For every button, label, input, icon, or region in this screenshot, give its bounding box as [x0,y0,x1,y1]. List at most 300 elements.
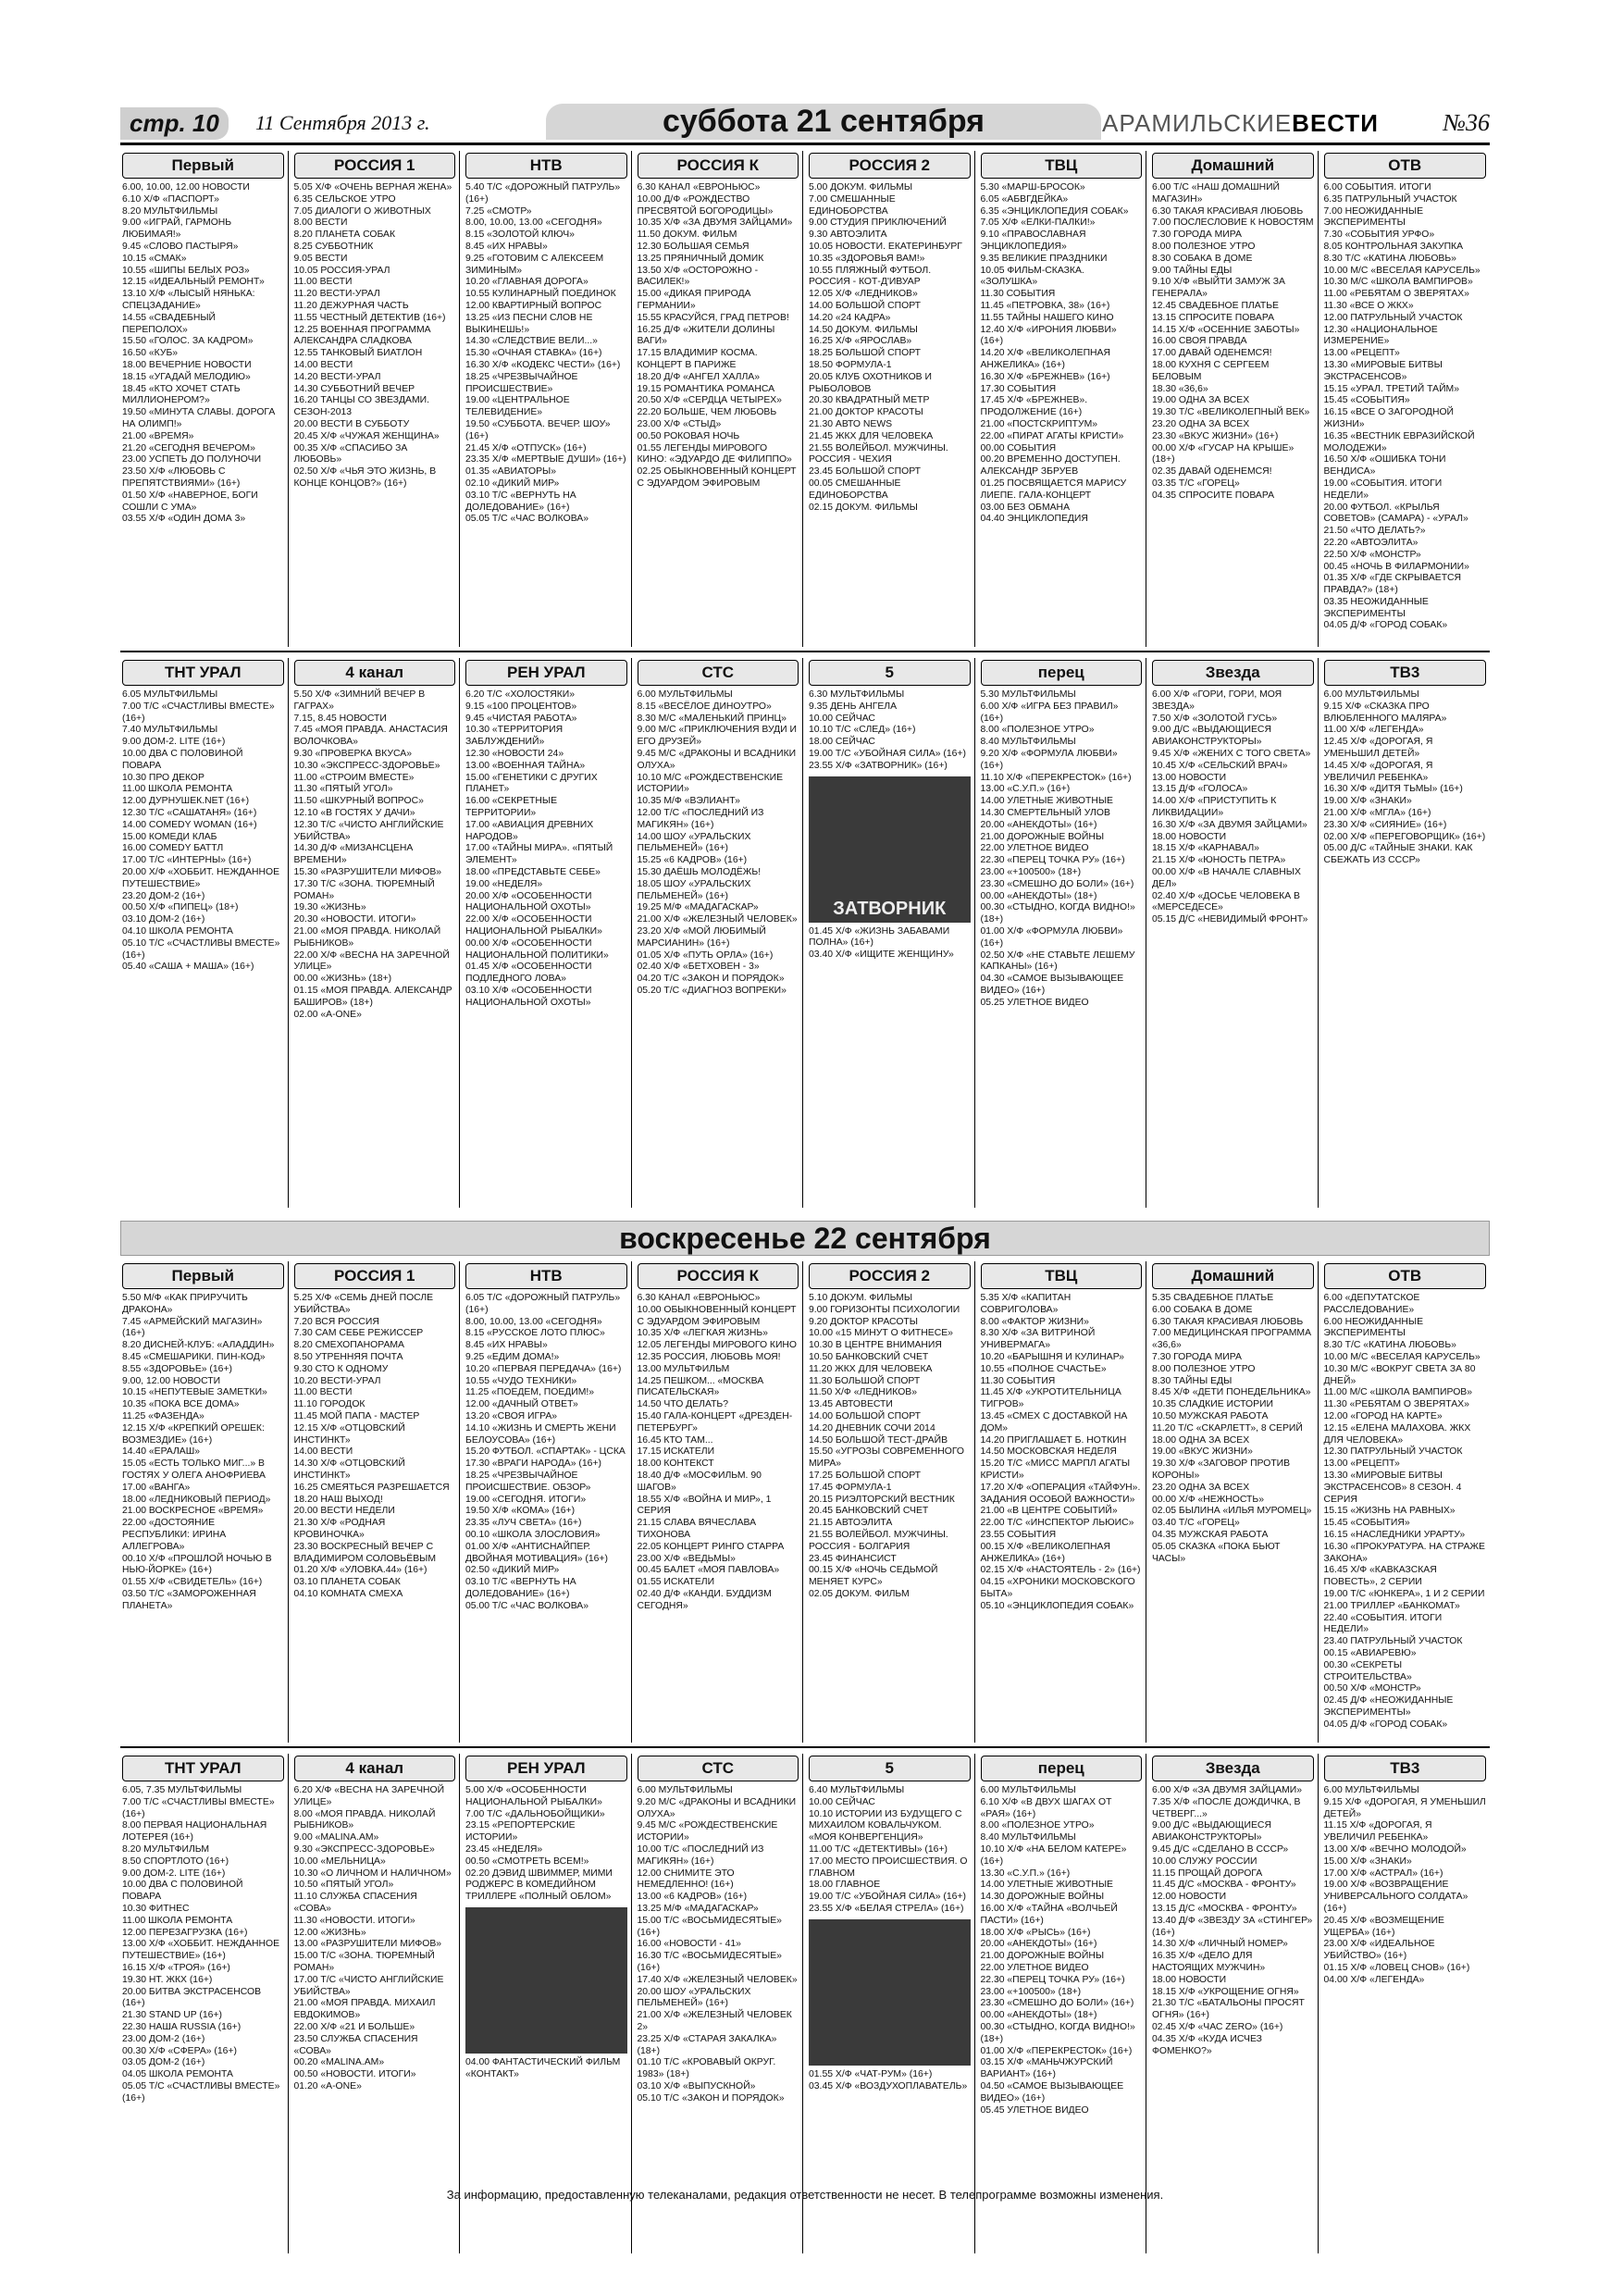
program-item: 9.10 Х/Ф «ВЫЙТИ ЗАМУЖ ЗА ГЕНЕРАЛА» [1152,277,1285,300]
program-item: 7.50 Х/Ф «ЗОЛОТОЙ ГУСЬ» [1152,713,1278,724]
program-item: 16.50 «КУБ» [122,348,179,359]
channel-column [807,1261,975,1743]
program-item: 10.55 ПЛЯЖНЫЙ ФУТБОЛ. РОССИЯ - КОТ-Д'ИВУАР [809,265,932,288]
program-item: 10.30 «ТЕРРИТОРИЯ ЗАБЛУЖДЕНИЙ» [465,725,564,748]
program-item: 02.45 Х/Ф «ЧАС ZERO» (16+) [1152,2021,1283,2032]
program-item: 16.20 ТАНЦЫ СО ЗВЕЗДАМИ. СЕЗОН-2013 [293,395,430,418]
program-item: 16.25 СМЕЯТЬСЯ РАЗРЕШАЕТСЯ [293,1482,450,1493]
program-item: 12.55 ТАНКОВЫЙ БИАТЛОН [293,348,423,359]
program-item: 11.00 «СТРОИМ ВМЕСТЕ» [293,772,415,783]
program-item: 10.35 «ПОКА ВСЕ ДОМА» [122,1399,240,1410]
program-item: 5.00 Х/Ф «ОСОБЕННОСТИ НАЦИОНАЛЬНОЙ РЫБАЛКИ» [465,1785,602,1807]
program-item: 10.00 М/С «ВЕСЕЛАЯ КАРУСЕЛЬ» [1323,1351,1481,1362]
program-item: 02.40 Х/Ф «ДОСЬЕ ЧЕЛОВЕКА В «МЕРСЕДЕСЕ» [1152,890,1300,913]
channel-column [636,1754,804,2253]
program-item: 16.25 Д/Ф «ЖИТЕЛИ ДОЛИНЫ ВАГИ» [637,324,775,347]
program-item: 9.45 «СЛОВО ПАСТЫРЯ» [122,241,239,252]
program-item: 12.00 ПЕРЕЗАГРУЗКА (16+) [122,1927,248,1938]
program-item: 04.00 Х/Ф «ЛЕГЕНДА» [1323,1974,1425,1985]
program-item: 05.40 «САША + МАША» (16+) [122,962,254,973]
program-item: 10.00 Т/С «ПОСЛЕДНИЙ ИЗ МАГИКЯН» (16+) [637,1843,764,1867]
program-item: 22.00 Х/Ф «21 И БОЛЬШЕ» [293,2021,415,2032]
program-item: 19.00 «ВКУС ЖИЗНИ» [1152,1446,1253,1458]
program-item: 21.45 ЖКХ ДЛЯ ЧЕЛОВЕКА [809,430,934,441]
channel-column [636,1261,804,1743]
program-item: 13.15 Д/С «МОСКВА - ФРОНТУ» [1152,1903,1297,1914]
program-item: 22.30 «ПЕРЕЦ ТОЧКА РУ» (16+) [980,855,1125,866]
program-item: 05.10 «ЭНЦИКЛОПЕДИЯ СОБАК» [980,1600,1134,1611]
program-item: 10.00 «МЕЛЬНИЦА» [293,1855,386,1867]
program-item: 14.00 Х/Ф «ПРИСТУПИТЬ К ЛИКВИДАЦИИ» [1152,796,1277,818]
program-list [1324,182,1487,632]
program-item: 9.15 «100 ПРОЦЕНТОВ» [465,701,577,712]
program-item: 03.10 Т/С «ВЕРНУТЬ НА ДОЛЕДОВАНИЕ» (16+) [465,490,576,513]
program-item: 01.35 «АВИАТОРЫ» [465,466,556,478]
channel-column [1150,151,1319,647]
program-item: 11.00 Т/С «ДЕТЕКТИВЫ» (16+) [809,1843,948,1855]
program-item: 01.55 ИСКАТЕЛИ [637,1577,715,1588]
program-item: 23.00 «+100500» (18+) [980,1986,1082,1997]
program-item: 6.00 Х/Ф «ИГРА БЕЗ ПРАВИЛ» (16+) [980,701,1119,724]
program-item: 13.30 «С.У.П.» (16+) [980,1868,1071,1879]
program-item: 23.40 ПАТРУЛЬНЫЙ УЧАСТОК [1323,1636,1463,1647]
program-list [294,182,456,490]
program-item: 00.05 СМЕШАННЫЕ ЕДИНОБОРСТВА [809,478,901,501]
program-item: 9.15 Х/Ф «ДОРОГАЯ, Я УМЕНЬШИЛ ДЕТЕЙ» [1323,1796,1486,1819]
program-item: 8.00 «ПОЛЕЗНОЕ УТРО» [980,725,1095,736]
program-item: 14.10 «ЖИЗНЬ И СМЕРТЬ ЖЕНИ БЕЛОУСОВА» (16+) [465,1422,616,1446]
program-item: 23.00 «+100500» (18+) [980,866,1082,877]
program-item: 7.00 МЕДИЦИНСКАЯ ПРОГРАММА «36,6» [1152,1328,1312,1351]
program-item: 19.30 «ЖИЗНЬ» [293,902,366,913]
program-item: 8.45 «ИХ НРАВЫ» [465,1340,548,1351]
program-item: 23.45 «НЕДЕЛЯ» [465,1843,543,1855]
program-item: 18.40 Д/Ф «МОСФИЛЬМ. 90 ШАГОВ» [637,1470,762,1493]
program-list [1152,689,1314,926]
program-item: 6.00, 10.00, 12.00 НОВОСТИ [122,182,250,192]
program-item: 5.25 Х/Ф «СЕМЬ ДНЕЙ ПОСЛЕ УБИЙСТВА» [293,1293,434,1315]
program-item: 22.00 Т/С «ИНСПЕКТОР ЛЬЮИС» [980,1518,1134,1529]
program-item: 7.35 Х/Ф «ПОСЛЕ ДОЖДИЧКА, В ЧЕТВЕРГ...» [1152,1796,1301,1819]
movie-still-image [465,1907,627,2054]
program-item: 8.20 ДИСНЕЙ-КЛУБ: «АЛАДДИН» [122,1340,275,1351]
program-item: 01.10 Т/С «КРОВАВЫЙ ОКРУГ. 1983» (18+) [637,2057,776,2080]
program-list [1324,689,1487,867]
program-item: 21.00 ДОКТОР КРАСОТЫ [809,407,923,418]
channel-logo: НТВ [465,1263,627,1289]
program-item: 15.00 Х/Ф «ЗНАКИ» [1323,1855,1412,1867]
program-item: 11.10 Х/Ф «ПЕРЕКРЕСТОК» (16+) [980,772,1132,783]
channel-logo: Первый [122,153,284,179]
channel-logo: 5 [809,1756,971,1781]
program-item: 12.00 «ГОРОД НА КАРТЕ» [1323,1410,1443,1421]
program-item: 01.45 Х/Ф «ЖИЗНЬ ЗАБАВАМИ ПОЛНА» (16+) [809,925,950,949]
program-item: 6.05, 7.35 МУЛЬТФИЛЬМЫ [122,1785,242,1795]
program-item: 23.35 «ЛУЧ СВЕТА» (16+) [465,1518,582,1529]
program-item: 7.00 Т/С «ДАЛЬНОБОЙЩИКИ» [465,1808,605,1819]
program-item: 17.00 ДАВАЙ ОДЕНЕМСЯ! [1152,348,1272,359]
program-item: 8.00 ПОЛЕЗНОЕ УТРО [1152,1363,1256,1374]
program-item: 16.35 «ВЕСТНИК ЕВРАЗИЙСКОЙ МОЛОДЕЖИ» [1323,430,1475,453]
program-item: 05.15 Д/С «НЕВИДИМЫЙ ФРОНТ» [1152,914,1308,925]
program-item: 17.00 «АВИАЦИЯ ДРЕВНИХ НАРОДОВ» [465,819,594,842]
program-item: 21.15 АВТОЭЛИТА [809,1518,893,1529]
program-item: 04.05 Д/Ф «ГОРОД СОБАК» [1323,1719,1448,1730]
program-item: 03.10 ДОМ-2 (16+) [122,914,205,925]
program-item: 8.45 «СМЕШАРИКИ. ПИН-КОД» [122,1351,266,1362]
program-item: 00.35 Х/Ф «СПАСИБО ЗА ЛЮБОВЬ» [293,442,408,465]
program-item: 19.00 «СОБЫТИЯ. ИТОГИ НЕДЕЛИ» [1323,478,1443,501]
program-item: 23.20 ДОМ-2 (16+) [122,890,205,901]
program-item: 23.45 ФИНАНСИСТ [809,1553,897,1564]
sunday-title: воскресенье 22 сентября [120,1221,1490,1256]
program-item: 17.15 ВЛАДИМИР КОСМА. КОНЦЕРТ В ПАРИЖЕ [637,348,758,370]
program-item: 7.05 ДИАЛОГИ О ЖИВОТНЫХ [293,205,431,217]
program-item: 01.05 Х/Ф «ПУТЬ ОРЛА» (16+) [637,949,774,961]
program-item: 6.30 КАНАЛ «ЕВРОНЬЮС» [637,182,761,192]
channel-column [979,151,1147,647]
program-item: 8.20 МУЛЬТФИЛЬМЫ [122,205,218,217]
program-item: 8.20 СМЕХОПАНОРАМА [293,1340,404,1351]
program-item: 20.00 «АНЕКДОТЫ» (16+) [980,1939,1097,1950]
program-item: 9.00 ДОМ-2. LITE (16+) [122,737,226,748]
program-item: 00.50 Х/Ф «МОНСТР» [1323,1683,1421,1694]
program-item: 00.00 Х/Ф «ГУСАР НА КРЫШЕ» (18+) [1152,442,1295,465]
program-item: 23.00 Х/Ф «СТЫД» [637,418,722,429]
program-item: 16.30 Х/Ф «БРЕЖНЕВ» (16+) [980,371,1110,382]
program-item: 03.15 Х/Ф «МАНЬЧЖУРСКИЙ ВАРИАНТ» (16+) [980,2057,1113,2080]
program-item: 12.40 Х/Ф «ИРОНИЯ ЛЮБВИ» (16+) [980,324,1117,347]
program-item: 00.50 «СМОТРЕТЬ ВСЕМ!» [465,1855,589,1867]
program-item: 12.30 «НОВОСТИ 24» [465,748,564,759]
program-item: 6.10 Х/Ф «В ДВУХ ШАГАХ ОТ «РАЯ» (16+) [980,1796,1112,1819]
program-item: 03.00 БЕЗ ОБМАНА [980,502,1070,513]
program-item: 14.50 ЧТО ДЕЛАТЬ? [637,1399,729,1410]
program-item: 13.00 НОВОСТИ [1152,772,1227,783]
program-item: 19.00 Т/С «ЮНКЕРА», 1 И 2 СЕРИИ [1323,1588,1485,1599]
program-item: 16.15 «ВСЕ О ЗАГОРОДНОЙ ЖИЗНИ» [1323,407,1455,429]
program-item: 19.30 Х/Ф «ЗАГОВОР ПРОТИВ КОРОНЫ» [1152,1458,1291,1481]
program-item: 13.00 «С.У.П.» (16+) [980,784,1071,795]
program-item: 12.00 ДУРНУШЕК.NET (16+) [122,796,250,807]
program-item: 02.20 ДЭВИД ШВИММЕР, МИМИ РОДЖЕРС В КОМЕДИЙНОМ ТРИЛЛЕРЕ «ПОЛНЫЙ ОБЛОМ» [465,1868,613,1903]
program-item: 10.05 НОВОСТИ. ЕКАТЕРИНБУРГ [809,241,962,252]
program-item: 7.00 ПОСЛЕСЛОВИЕ К НОВОСТЯМ [1152,217,1314,229]
program-item: 10.35 Х/Ф «ЗА ДВУМЯ ЗАЙЦАМИ» [637,217,793,229]
program-list [981,182,1143,526]
program-item: 11.00 ШКОЛА РЕМОНТА [122,784,233,795]
program-item: 10.05 РОССИЯ-УРАЛ [293,265,390,276]
program-item: 10.20 «ПЕРВАЯ ПЕРЕДАЧА» (16+) [465,1363,622,1374]
program-item: 12.05 ЛЕГЕНДЫ МИРОВОГО КИНО [637,1340,798,1351]
issue-date: 11 Сентября 2013 г. [255,111,430,134]
program-item: 17.30 «ВРАГИ НАРОДА» (16+) [465,1458,601,1470]
program-item: 9.00 ГОРИЗОНТЫ ПСИХОЛОГИИ [809,1304,960,1315]
channel-logo: 4 канал [294,1756,456,1781]
program-item: 6.20 Х/Ф «ВЕСНА НА ЗАРЕЧНОЙ УЛИЦЕ» [293,1785,445,1807]
program-item: 15.20 ФУТБОЛ. «СПАРТАК» - ЦСКА [465,1446,626,1458]
program-item: 22.20 «АВТОЭЛИТА» [1323,537,1419,548]
program-item: 5.05 Х/Ф «ОЧЕНЬ ВЕРНАЯ ЖЕНА» [293,182,452,192]
program-item: 05.10 Т/С «ЗАКОН И ПОРЯДОК» [637,2092,785,2104]
program-item: 23.30 «СМЕШНО ДО БОЛИ» (16+) [980,878,1134,889]
program-item: 05.05 СКАЗКА «ПОКА БЬЮТ ЧАСЫ» [1152,1541,1281,1564]
program-item: 23.00 ДОМ-2 (16+) [122,2033,205,2044]
program-item: 02.05 ДОКУМ. ФИЛЬМ [809,1588,910,1599]
program-item: 18.00 КОНТЕКСТ [637,1458,714,1470]
program-item: 18.00 НОВОСТИ [1152,831,1227,842]
program-item: 10.00 СЕЙЧАС [809,1796,875,1807]
program-list [638,1293,799,1613]
program-list [981,689,1143,1010]
program-item: 17.30 СОБЫТИЯ [980,383,1057,394]
program-item: 18.00 «ПРЕДСТАВЬТЕ СЕБЕ» [465,866,601,877]
channel-logo: Звезда [1152,1756,1314,1781]
program-item: 10.30 «О ЛИЧНОМ И НАЛИЧНОМ» [293,1868,452,1879]
program-item: 9.00 ТАЙНЫ ЕДЫ [1152,265,1233,276]
program-item: 21.00 «ПОСТСКРИПТУМ» [980,418,1098,429]
program-list [122,182,284,526]
channel-column [292,1261,461,1743]
program-item: 11.30 БОЛЬШОЙ СПОРТ [809,1375,921,1386]
program-item: 6.35 «ЭНЦИКЛОПЕДИЯ СОБАК» [980,205,1129,217]
program-item: 10.10 ИСТОРИИ ИЗ БУДУЩЕГО С МИХАИЛОМ КОВАЛЬЧУКОМ. «МОЯ КОНВЕРГЕНЦИЯ» [809,1808,962,1843]
program-item: 13.10 Х/Ф «ЛЫСЫЙ НЯНЬКА: СПЕЦЗАДАНИЕ» [122,289,255,311]
program-item: 15.00 КОМЕДИ КЛАБ [122,831,217,842]
program-item: 14.00 БОЛЬШОЙ СПОРТ [809,1410,922,1421]
program-item: 9.30 АВТОЭЛИТА [809,230,887,241]
program-item: 11.55 ЧЕСТНЫЙ ДЕТЕКТИВ (16+) [293,312,446,323]
program-item: 17.25 БОЛЬШОЙ СПОРТ [809,1470,922,1481]
program-item: 10.50 МУЖСКАЯ РАБОТА [1152,1410,1269,1421]
channel-logo: Домашний [1152,1263,1314,1289]
program-item: 9.05 ВЕСТИ [293,253,348,264]
program-item: 13.00 «РЕЦЕПТ» [1323,1458,1400,1470]
program-item: 7.00 СМЕШАННЫЕ ЕДИНОБОРСТВА [809,193,896,217]
program-item: 18.20 НАШ ВЫХОД! [293,1494,383,1505]
program-item: 01.15 «МОЯ ПРАВДА. АЛЕКСАНДР БАШИРОВ» (18+) [293,985,452,1008]
program-item: 05.45 УЛЕТНОЕ ВИДЕО [980,2104,1089,2116]
program-item: 12.30 Т/С «САШАТАНЯ» (16+) [122,807,257,818]
program-item: 8.30 М/С «МАЛЕНЬКИЙ ПРИНЦ» [637,713,787,724]
program-item: 21.15 СЛАВА ВЯЧЕСЛАВА ТИХОНОВА [637,1518,757,1540]
program-item: 03.10 ПЛАНЕТА СОБАК [293,1577,401,1588]
program-item: 00.10 Х/Ф «ПРОШЛОЙ НОЧЬЮ В НЬЮ-ЙОРКЕ» (16+) [122,1553,272,1576]
program-item: 19.50 Х/Ф «КОМА» (16+) [465,1506,576,1517]
program-item: 02.05 БЫЛИНА «ИЛЬЯ МУРОМЕЦ» [1152,1506,1312,1517]
program-item: 16.00 Х/Ф «ТАЙНА «ВОЛЧЬЕЙ ПАСТИ» (16+) [980,1903,1118,1926]
program-item: 15.45 «СОБЫТИЯ» [1323,395,1410,406]
program-item: 6.30 МУЛЬТФИЛЬМЫ [809,689,905,700]
program-item: 23.55 Х/Ф «БЕЛАЯ СТРЕЛА» (16+) [809,1903,964,1914]
program-item: 6.05 Т/С «ДОРОЖНЫЙ ПАТРУЛЬ» (16+) [465,1293,621,1315]
program-item: 13.00 «РАЗРУШИТЕЛИ МИФОВ» [293,1939,442,1950]
program-item: 13.25 М/Ф «МАДАГАСКАР» [637,1903,759,1914]
program-item: 11.30 «РЕБЯТАМ О ЗВЕРЯТАХ» [1323,1399,1469,1410]
program-item: 01.00 Х/Ф «ПЕРЕКРЕСТОК» (16+) [980,2045,1133,2056]
channel-logo: 4 канал [294,660,456,686]
program-item: 00.50 РОКОВАЯ НОЧЬ [637,430,740,441]
channel-column [979,1754,1147,2253]
program-item: 11.20 ДЕЖУРНАЯ ЧАСТЬ [293,300,409,311]
program-item: 02.15 Х/Ф «НАСТОЯТЕЛЬ - 2» (16+) [980,1565,1141,1576]
program-item: 18.00 Х/Ф «РЫСЬ» (16+) [980,1927,1091,1938]
program-item: 13.00 Х/Ф «ХОББИТ. НЕЖДАННОЕ ПУТЕШЕСТВИЕ» (16+) [122,1939,280,1962]
program-item: 18.05 ШОУ «УРАЛЬСКИХ ПЕЛЬМЕНЕЙ» (16+) [637,878,751,901]
program-item: 21.55 ВОЛЕЙБОЛ. МУЖЧИНЫ. РОССИЯ - БОЛГАРИЯ [809,1529,948,1552]
program-item: 18.15 Х/Ф «КАРНАВАЛ» [1152,843,1259,854]
program-item: 00.30 «СЕКРЕТЫ СТРОИТЕЛЬСТВА» [1323,1659,1412,1682]
program-item: 8.15 «ВЕСЁЛОЕ ДИНОУТРО» [637,701,772,712]
program-item: 5.40 Т/С «ДОРОЖНЫЙ ПАТРУЛЬ» (16+) [465,182,621,205]
program-item: 21.55 ВОЛЕЙБОЛ. МУЖЧИНЫ. РОССИЯ - ЧЕХИЯ [809,442,948,465]
program-item: 19.00 Х/Ф «ВОЗВРАЩЕНИЕ УНИВЕРСАЛЬНОГО СОЛДАТА» (16+) [1323,1880,1468,1914]
program-list [294,1293,456,1601]
program-item: 11.15 ПРОЩАЙ ДОРОГА [1152,1868,1263,1879]
program-item: 19.25 М/Ф «МАДАГАСКАР» [637,902,759,913]
program-item: 04.35 Х/Ф «КУДА ИСЧЕЗ ФОМЕНКО?» [1152,2033,1262,2056]
program-list [122,1293,284,1613]
program-item: 19.15 РОМАНТИКА РОМАНСА [637,383,775,394]
program-item: 9.45 «ЧИСТАЯ РАБОТА» [465,713,577,724]
program-item: 15.40 ГАЛА-КОНЦЕРТ «ДРЕЗДЕН-ПЕТЕРБУРГ» [637,1410,793,1433]
program-item: 20.00 Х/Ф «ОСОБЕННОСТИ НАЦИОНАЛЬНОЙ ОХОТЫ» [465,890,592,913]
program-item: 18.25 «ЧРЕЗВЫЧАЙНОЕ ПРОИСШЕСТВИЕ» [465,371,578,394]
program-item: 6.00 МУЛЬТФИЛЬМЫ [637,1785,733,1795]
program-item: 10.00 М/С «ВЕСЕЛАЯ КАРУСЕЛЬ» [1323,265,1481,276]
program-item: 15.15 «ЖИЗНЬ НА РАВНЫХ» [1323,1506,1456,1517]
program-item: 21.30 АВТО NEWS [809,418,893,429]
program-item: 20.05 КЛУБ ОХОТНИКОВ И РЫБОЛОВОВ [809,371,932,394]
program-item: 15.50 «УГРОЗЫ СОВРЕМЕННОГО МИРА» [809,1446,964,1470]
program-item: 5.10 ДОКУМ. ФИЛЬМЫ [809,1293,913,1303]
program-item: 20.45 Х/Ф «ВОЗМЕЩЕНИЕ УЩЕРБА» (16+) [1323,1915,1444,1938]
channel-logo: РЕН УРАЛ [465,660,627,686]
program-item: 21.00 «МОЯ ПРАВДА. НИКОЛАЙ РЫБНИКОВ» [293,925,441,949]
program-item: 15.30 «ОЧНАЯ СТАВКА» (16+) [465,348,602,359]
program-item: 13.20 «СВОЯ ИГРА» [465,1410,558,1421]
program-item: 17.00 МЕСТО ПРОИСШЕСТВИЯ. О ГЛАВНОМ [809,1855,968,1879]
program-item: 6.30 КАНАЛ «ЕВРОНЬЮС» [637,1293,761,1303]
program-item: 17.20 Х/Ф «ОПЕРАЦИЯ «ТАЙФУН». ЗАДАНИЯ ОСОБОЙ ВАЖНОСТИ» [980,1482,1141,1505]
program-item: 04.50 «САМОЕ ВЫЗЫВАЮЩЕЕ ВИДЕО» (16+) [980,2080,1124,2104]
program-item: 14.30 Д/Ф «МИЗАНСЦЕНА ВРЕМЕНИ» [293,843,414,866]
program-item: 03.05 ДОМ-2 (16+) [122,2057,205,2068]
program-item: 05.25 УЛЕТНОЕ ВИДЕО [980,997,1089,1008]
channel-column [120,1754,289,2253]
program-item: 04.15 «ХРОНИКИ МОСКОВСКОГО БЫТА» [980,1577,1135,1599]
program-item: 00.20 «MALINA.AM» [293,2057,385,2068]
program-item: 13.00 МУЛЬТФИЛЬМ [637,1363,730,1374]
program-item: 9.30 «ПРОВЕРКА ВКУСА» [293,748,412,759]
channel-logo: Первый [122,1263,284,1289]
program-item: 18.20 Д/Ф «АНГЕЛ ХАЛЛА» [637,371,761,382]
program-item: 11.10 ГОРОДОК [293,1399,365,1410]
program-item: 14.55 «СВАДЕБНЫЙ ПЕРЕПОЛОХ» [122,312,216,335]
program-item: 10.00 СЕЙЧАС [809,713,875,724]
program-item: 17.40 Х/Ф «ЖЕЛЕЗНЫЙ ЧЕЛОВЕК» [637,1974,798,1985]
channel-logo: СТС [638,1756,799,1781]
divider [120,651,1490,652]
program-item: 10.00 «15 МИНУТ О ФИТНЕСЕ» [809,1328,953,1339]
program-item: 04.20 Т/С «ЗАКОН И ПОРЯДОК» [637,974,785,985]
program-item: 6.00 «ДЕПУТАТСКОЕ РАССЛЕДОВАНИЕ» [1323,1293,1420,1315]
program-item: 12.00 СНИМИТЕ ЭТО НЕМЕДЛЕННО! (16+) [637,1868,735,1891]
program-item: 18.15 «УГАДАЙ МЕЛОДИЮ» [122,371,251,382]
program-item: 19.50 «МИНУТА СЛАВЫ. ДОРОГА НА ОЛИМП!» [122,407,276,429]
program-list [638,1785,799,2105]
program-item: 11.45 Х/Ф «УКРОТИТЕЛЬНИЦА ТИГРОВ» [980,1387,1121,1410]
program-item: 12.05 Х/Ф «ЛЕДНИКОВ» [809,289,918,300]
footer-note: За информацию, предоставленную телеканалами, редакция ответственности не несет. В телепрограмме возможны изменения. [446,2188,1164,2202]
channel-column [1322,1754,1491,2253]
program-item: 10.20 ВЕСТИ-УРАЛ [293,1375,381,1386]
program-item: 10.00 ДВА С ПОЛОВИНОЙ ПОВАРА [122,1880,243,1903]
program-item: 14.50 МОСКОВСКАЯ НЕДЕЛЯ [980,1446,1117,1458]
program-list [1152,1785,1314,2057]
program-item: 02.50 Х/Ф «ЧЬЯ ЭТО ЖИЗНЬ, В КОНЦЕ КОНЦОВ?» (16+) [293,466,437,489]
program-item: 23.50 Х/Ф «ЛЮБОВЬ С ПРЕПЯТСТВИЯМИ» (16+) [122,466,241,489]
program-item: 21.45 Х/Ф «ОТПУСК» (16+) [465,442,587,453]
program-item: 9.00 «MALINA.AM» [293,1832,379,1843]
program-item: 14.50 ДОКУМ. ФИЛЬМЫ [809,324,918,335]
program-item: 7.30 ГОРОДА МИРА [1152,230,1242,241]
program-item: 17.15 ИСКАТЕЛИ [637,1446,715,1458]
sunday-top-grid [120,1261,1490,1743]
program-item: 21.00 «МОЯ ПРАВДА. МИХАИЛ ЕВДОКИМОВ» [293,1998,436,2021]
program-item: 23.20 ОДНА ЗА ВСЕХ [1152,1482,1250,1493]
channel-logo: РОССИЯ 1 [294,153,456,179]
program-item: 18.00 «ЛЕДНИКОВЫЙ ПЕРИОД» [122,1494,271,1505]
program-item: 8.05 КОНТРОЛЬНАЯ ЗАКУПКА [1323,241,1464,252]
program-item: 10.10 М/С «РОЖДЕСТВЕНСКИЕ ИСТОРИИ» [637,772,784,795]
program-item: 8.00, 10.00, 13.00 «СЕГОДНЯ» [465,217,602,229]
program-item: 03.10 Т/С «ВЕРНУТЬ НА ДОЛЕДОВАНИЕ» (16+) [465,1577,576,1599]
program-item: 20.45 БАНКОВСКИЙ СЧЕТ [809,1506,929,1517]
program-item: 02.50 «ДИКИЙ МИР» [465,1565,560,1576]
program-item: 15.00 «ГЕНЕТИКИ С ДРУГИХ ПЛАНЕТ» [465,772,598,795]
program-item: 14.40 «ЕРАЛАШ» [122,1446,201,1458]
program-item: 9.00 Д/С «ВЫДАЮЩИЕСЯ АВИАКОНСТРУКТОРЫ» [1152,1820,1271,1843]
page [120,104,1490,2253]
program-item: 19.00 «ЦЕНТРАЛЬНОЕ ТЕЛЕВИДЕНИЕ» [465,395,570,418]
page-header [120,104,1490,145]
program-item: 8.30 СОБАКА В ДОМЕ [1152,253,1253,264]
program-list [981,1293,1143,1613]
program-list [809,182,971,514]
program-item: 6.30 ТАКАЯ КРАСИВАЯ ЛЮБОВЬ [1152,1316,1304,1327]
program-item: 03.55 Х/Ф «ОДИН ДОМА 3» [122,514,246,525]
channel-logo: ТВЦ [981,1263,1143,1289]
program-item: 13.40 Д/Ф «ЗВЕЗДУ ЗА «СТИНГЕР» (16+) [1152,1915,1313,1938]
sunday-bottom-grid [120,1754,1490,2253]
program-item: 19.30 НТ. ЖКХ (16+) [122,1974,213,1985]
program-item: 12.00 ПАТРУЛЬНЫЙ УЧАСТОК [1323,312,1463,323]
channel-column [292,1754,461,2253]
program-item: 6.00 МУЛЬТФИЛЬМЫ [1323,689,1419,700]
program-item: 13.15 СПРОСИТЕ ПОВАРА [1152,312,1275,323]
program-item: 21.00 Х/Ф «ЖЕЛЕЗНЫЙ ЧЕЛОВЕК» [637,914,798,925]
program-item: 14.00 БОЛЬШОЙ СПОРТ [809,300,922,311]
program-item: 17.30 Т/С «ЗОНА. ТЮРЕМНЫЙ РОМАН» [293,878,435,901]
program-item: 05.20 Т/С «ДИАГНОЗ ВОПРЕКИ» [637,985,787,996]
program-item: 15.30 ДАЁШЬ МОЛОДЁЖЬ! [637,866,762,877]
channel-logo: НТВ [465,153,627,179]
program-list [122,689,284,974]
program-item: 12.00 «ЖИЗНЬ» [293,1927,366,1938]
program-item: 03.50 Т/С «ЗАМОРОЖЕННАЯ ПЛАНЕТА» [122,1588,256,1611]
program-item: 8.25 СУББОТНИК [293,241,374,252]
